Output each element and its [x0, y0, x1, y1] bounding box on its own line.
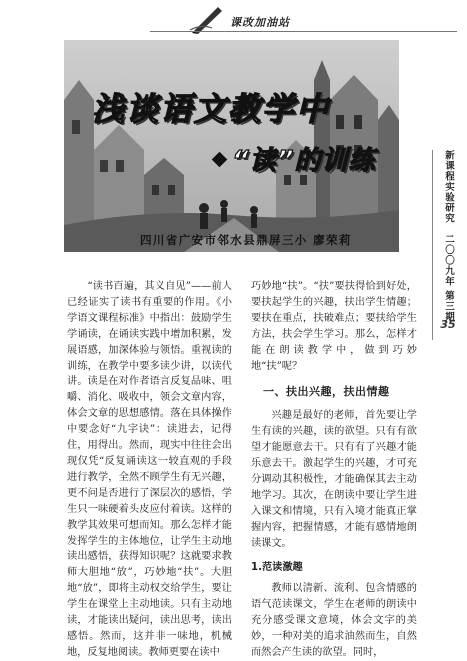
subsection-heading: 1.范读激趣 [251, 561, 303, 573]
page-header [0, 0, 467, 40]
journal-sidebar [438, 150, 458, 330]
sidebar-divider [432, 150, 433, 340]
article-title-line1: 浅谈语文教学中 [92, 90, 331, 128]
body-column-left [67, 279, 232, 661]
paragraph: 教师以清新、流利、包含情感的语气范读课文，学生在老师的朗读中充分感受课文意境，体会文字的美妙，一种对美的追求油然而生，自然而然会产生读的欲望。同时， [251, 583, 417, 659]
paragraph: 巧妙地“扶”。“扶”要扶得恰到好处，要扶起学生的兴趣，扶出学生情趣；要扶在重点，扶破难点；要扶给学生方法，扶会学生学习。那么，怎样才能在朗读教学中，做到巧妙地“扶”呢？ [251, 281, 417, 372]
paragraph: 兴趣是最好的老师，首先要让学生有读的兴趣，读的欲望。只有有欲望才能愿意去干。只有有了兴趣才能乐意去干。激起学生的兴趣，才可充分调动其积极性，才能确保其去主动地学习。其次，在朗读中要让学生进入课文和情境，只有入境才能真正掌握内容，把握情感，才能有感情地朗读课文。 [251, 410, 417, 549]
header-divider [150, 31, 457, 32]
journal-name: 新课程实验研究 [443, 150, 454, 224]
section-title: 课改加油站 [230, 16, 290, 29]
pen-icon [188, 4, 228, 34]
page-number: 35 [440, 318, 456, 331]
journal-issue: 二〇〇九年 第三期 [443, 233, 454, 322]
article-title-line2: “读”的训练 [232, 146, 376, 176]
paragraph: “读书百遍，其义自见”——前人已经证实了读书有重要的作用。《小学语文课程标准》中指出：鼓励学生学诵读，在诵读实践中增加积累，发展语感，加深体验与领悟。重视读的训练，在教学中要多读少讲，以读代讲。读是在对作者语言反复品味、咀嚼、消化、吸收中，领会文章内容，体会文章的思想感情。落在具体操作中要念好“九字诀”：读进去，记得住，用得出。然而，现实中往往会出现仅凭“反复诵读这一较直观的手段进行教学，全然不顾学生有无兴趣，更不问是否进行了深层次的感悟，学生只一味硬着头皮应付着读。这样的教学其效果可想而知。那么怎样才能发挥学生的主体地位，让学生主动地读出感悟，获得知识呢？这就要求教师大胆地“放”，巧妙地“扶”。大胆地“放”，即将主动权交给学生，要让学生在课堂上主动地读。只有主动地读，才能读出疑问，读出思考，读出感悟。然而，这并非一味地，机械地，反复地阅读。教师更要在读中 [67, 281, 232, 658]
body-column-right [251, 279, 417, 661]
title-banner [64, 40, 399, 252]
author-line: 四川省广安市邻水县鼎屏三小 廖荣莉 [140, 233, 352, 247]
section-heading: 一、扶出兴趣，扶出情趣 [263, 385, 390, 399]
